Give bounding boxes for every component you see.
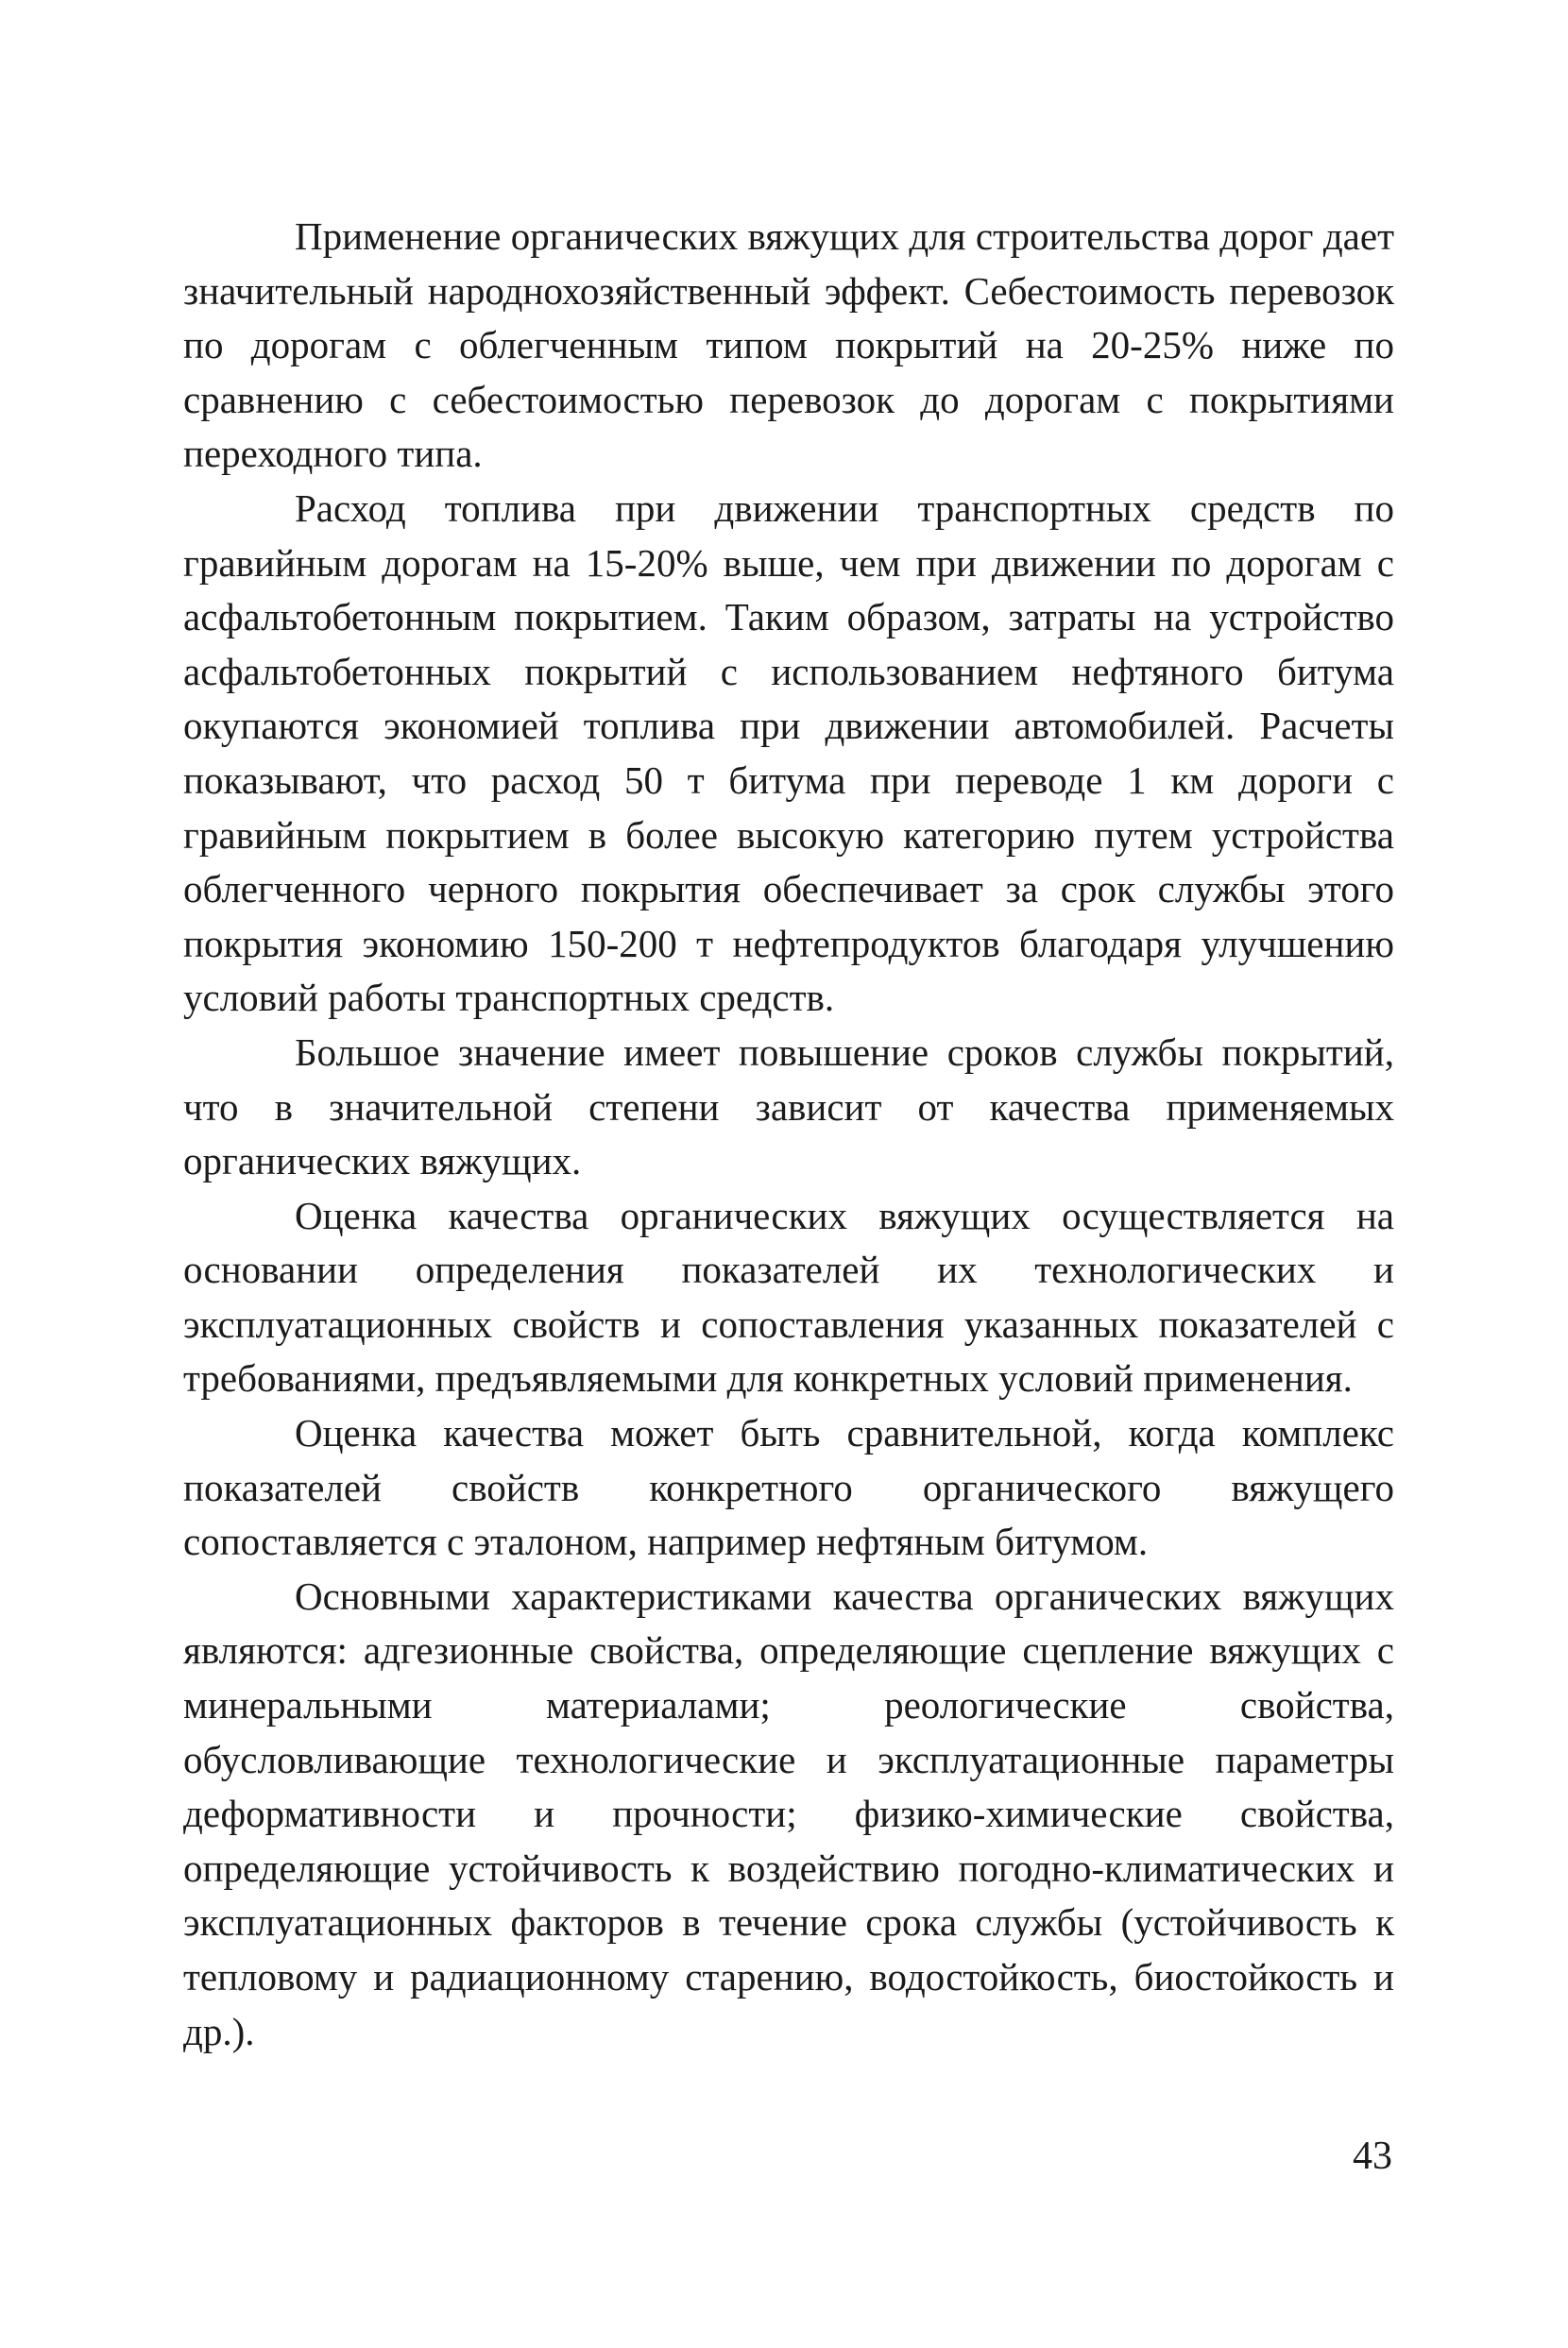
paragraph-2: Расход топлива при движении транспортных средств по гравийным дорогам на 15-20% выше, чем при движении по дорогам с асфальтобетонным покрытием. Таким образом, затраты на устройство асфальтобетонных покрытий с использованием нефтяного битума окупаются экономией топлива при движении автомобилей. Расчеты показывают, что расход 50 т битума при переводе 1 км дороги с гравийным покрытием в более высокую категорию путем устройства облегченного черного покрытия обеспечивает за срок службы этого покрытия экономию 150-200 т нефтепродуктов благодаря улучшению условий работы транспортных средств. <box>183 485 1394 1020</box>
body-text <box>183 210 1394 2059</box>
paragraph-1: Применение органических вяжущих для строительства дорог дает значительный народнохозяйственный эффект. Себестоимость перевозок по дорогам с облегченным типом покрытий на 20-25% ниже по сравнению с себестоимостью перевозок до дорогам с покрытиями переходного типа. <box>183 214 1394 476</box>
paragraph-6: Основными характеристиками качества органических вяжущих являются: адгезионные свойства, определяющие сцепление вяжущих с минеральными материалами; реологические свойства, обусловливающие технологические и эксплуатационные параметры деформативности и прочности; физико-химические свойства, определяющие устойчивость к воздействию погодно-климатических и эксплуатационных факторов в течение срока службы (устойчивость к тепловому и радиационному старению, водостойкость, биостойкость и др.). <box>183 1574 1394 2053</box>
page-number: 43 <box>1353 2135 1392 2178</box>
paragraph-3: Большое значение имеет повышение сроков службы покрытий, что в значительной степени зависит от качества применяемых органических вяжущих. <box>183 1029 1394 1183</box>
paragraph-5: Оценка качества может быть сравнительной, когда комплекс показателей свойств конкретного органического вяжущего сопоставляется с эталоном, например нефтяным битумом. <box>183 1411 1394 1564</box>
paragraph-4: Оценка качества органических вяжущих осуществляется на основании определения показателей их технологических и эксплуатационных свойств и сопоставления указанных показателей с требованиями, предъявляемыми для конкретных условий применения. <box>183 1193 1394 1401</box>
